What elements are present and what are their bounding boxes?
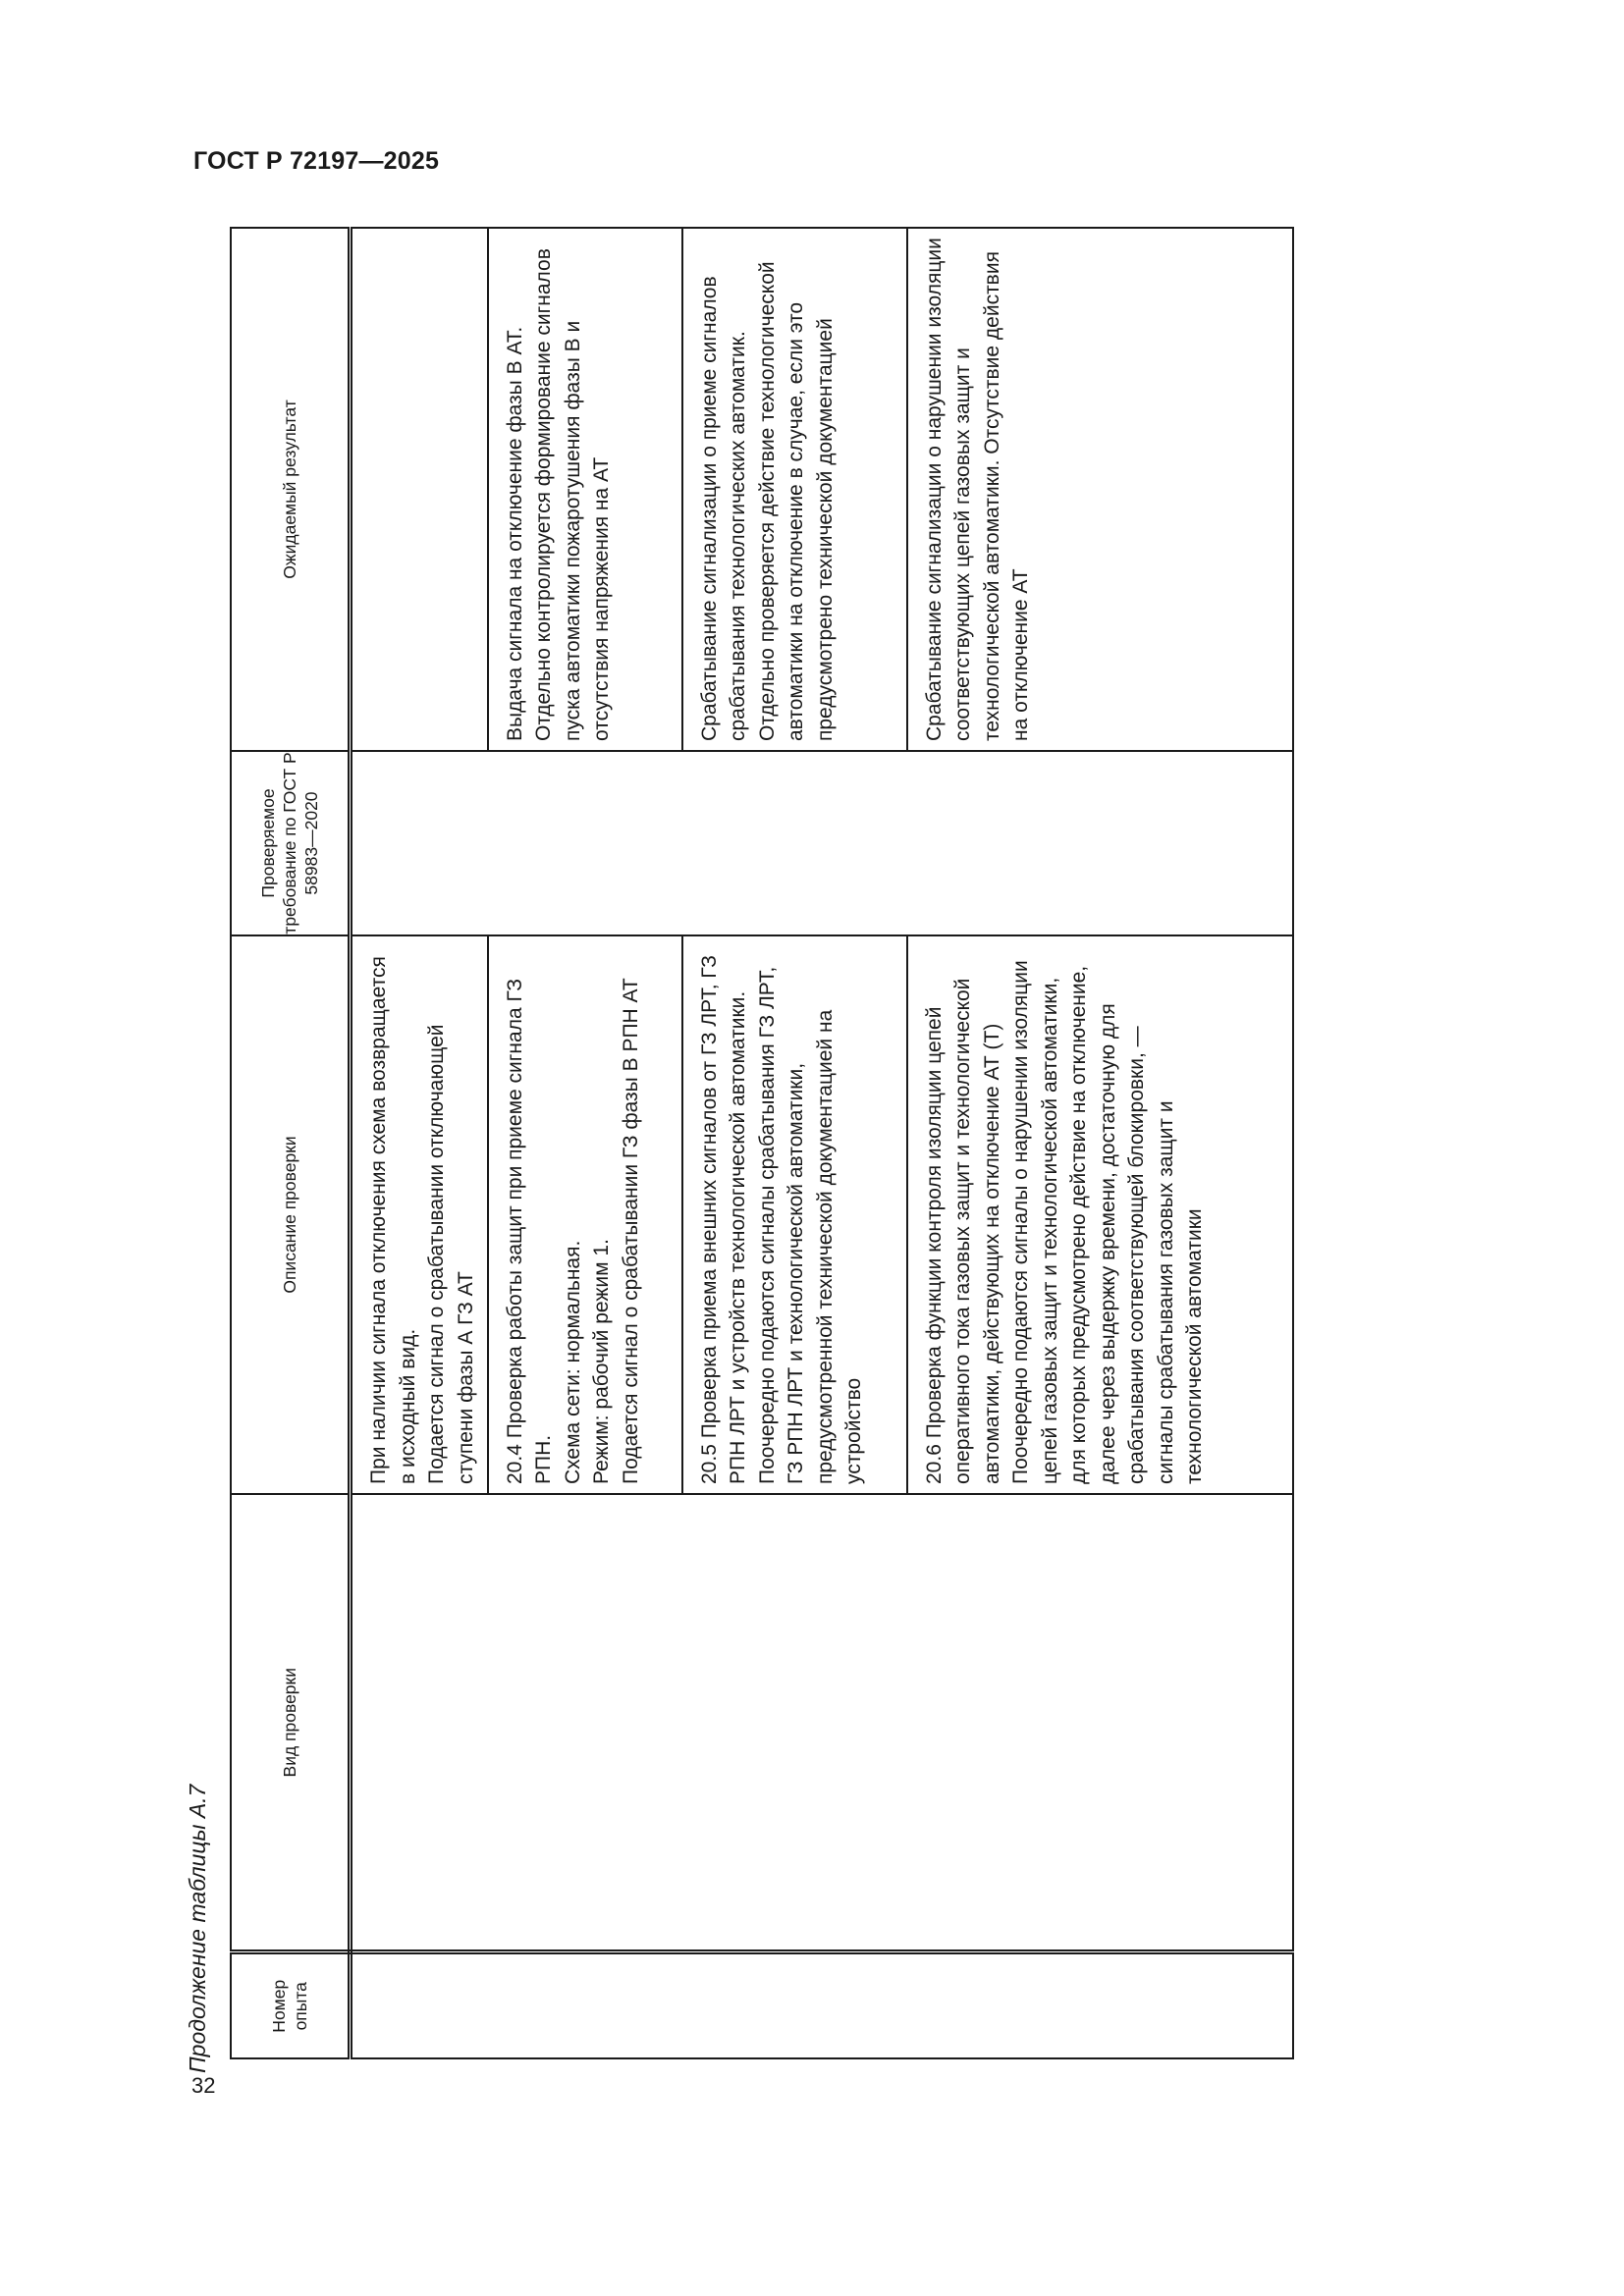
table-row <box>351 228 488 2058</box>
header-desc: Описание проверки <box>231 935 351 1494</box>
desc-paragraph: 20.5 Проверка приема внешних сигналов от ГЗ ЛРТ, ГЗ РПН ЛРТ и устройств технологической автоматики. <box>697 955 749 1484</box>
test-table <box>230 227 1294 2059</box>
result-cell <box>682 228 907 751</box>
kind-cell <box>351 1494 1293 1952</box>
desc-paragraph: Поочередно подаются сигналы о нарушении изоляции цепей газовых защит и технологической автоматики, для которых предусмотрено действие на отключение, далее через выдержку времени, достаточную для срабатывания соответствующей блокировки, — сигналы срабатывания газовых защит и технологической автоматики <box>1009 960 1206 1484</box>
desc-paragraph: При наличии сигнала отключения схема возвращается в исходный вид. <box>367 956 419 1484</box>
result-paragraph: Выдача сигнала на отключение фазы В АТ. <box>503 326 526 741</box>
result-cell <box>351 228 488 751</box>
desc-paragraph: Подается сигнал о срабатывании отключающей ступени фазы А ГЗ АТ <box>425 1024 477 1484</box>
desc-paragraph: 20.6 Проверка функции контроля изоляции цепей оперативного тока газовых защит и технологической автоматики, действующих на отключение АТ (Т) <box>922 978 1003 1484</box>
desc-cell <box>351 935 488 1494</box>
header-num: Номер опыта <box>231 1952 351 2058</box>
result-paragraph: Отдельно контролируется формирование сигналов пуска автоматики пожаротушения фазы В и отсутствия напряжения на АТ <box>532 248 613 741</box>
page-number: 32 <box>191 2073 216 2098</box>
desc-paragraph: Схема сети: нормальная. <box>561 1240 584 1484</box>
table-header-row <box>231 228 351 2058</box>
document-header: ГОСТ Р 72197—2025 <box>193 147 440 175</box>
header-result: Ожидаемый результат <box>231 228 351 751</box>
rotated-table-container <box>230 229 1288 2059</box>
req-cell <box>351 751 1293 935</box>
result-cell <box>907 228 1293 751</box>
header-kind: Вид проверки <box>231 1494 351 1952</box>
desc-paragraph: Подается сигнал о срабатывании ГЗ фазы В РПН АТ <box>619 978 642 1484</box>
result-paragraph: Срабатывание сигнализации о нарушении изоляции соответствующих цепей газовых защит и технологической автоматики. Отсутствие действия на отключение АТ <box>922 238 1032 741</box>
desc-paragraph: 20.4 Проверка работы защит при приеме сигнала ГЗ РПН. <box>503 978 555 1484</box>
result-paragraph: Отдельно проверяется действие технологической автоматики на отключение в случае, если это предусмотрено технической документацией <box>755 261 837 741</box>
result-cell <box>488 228 682 751</box>
header-req: Проверяемое требование по ГОСТ Р 58983—2020 <box>231 751 351 935</box>
desc-cell <box>488 935 682 1494</box>
desc-cell <box>682 935 907 1494</box>
num-cell <box>351 1952 1293 2058</box>
result-paragraph: Срабатывание сигнализации о приеме сигналов срабатывания технологических автоматик. <box>697 276 749 741</box>
table-caption: Продолжение таблицы А.7 <box>185 1784 210 2073</box>
desc-cell <box>907 935 1293 1494</box>
desc-paragraph: Поочередно подаются сигналы срабатывания ГЗ ЛРТ, ГЗ РПН ЛРТ и технологической автоматики, предусмотренной технической документацией на устройство <box>755 966 865 1484</box>
desc-paragraph: Режим: рабочий режим 1. <box>590 1239 613 1484</box>
